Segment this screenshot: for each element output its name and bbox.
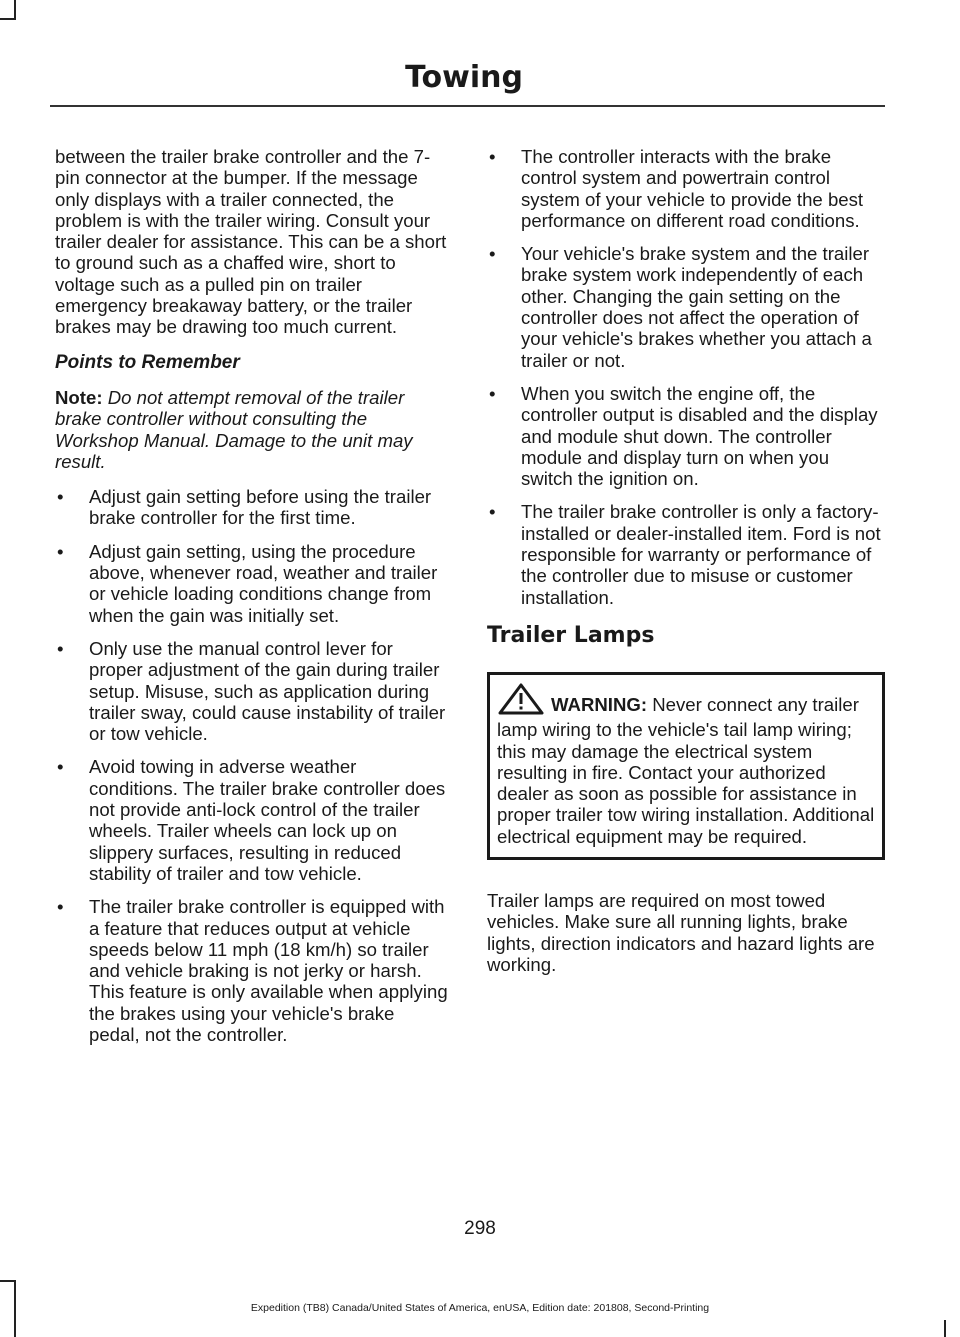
footer-edition: Expedition (TB8) Canada/United States of America, enUSA, Edition date: 201808, Second-Printing: [250, 1302, 710, 1314]
page-number: 298: [464, 1218, 496, 1239]
closing-paragraph: Trailer lamps are required on most towed vehicles. Make sure all running lights, brake lights, direction indicators and hazard lights are working.: [487, 890, 875, 975]
note-text: Do not attempt removal of the trailer brake controller without consulting the Workshop Manual. Damage to the unit may result.: [55, 386, 413, 472]
bullet-glyph: •: [57, 896, 64, 918]
bullet-glyph: •: [57, 756, 64, 778]
list-item: • When you switch the engine off, the controller output is disabled and the display and module shut down. The controller module and display turn on when you switch the ignition on.: [489, 382, 878, 490]
crop-mark-top-left-v: [14, 0, 16, 20]
warning-label: WARNING:: [551, 693, 648, 715]
crop-mark-top-left-h: [0, 18, 16, 20]
section-heading-trailer-lamps: Trailer Lamps: [487, 622, 655, 648]
page-title: Towing: [405, 60, 523, 95]
warning-triangle-icon: [497, 683, 545, 719]
warning-box: [487, 672, 885, 860]
list-item: • Adjust gain setting before using the trailer brake controller for the first time.: [57, 486, 432, 529]
warning-text: Never connect any trailer lamp wiring to the vehicle's tail lamp wiring; this may damage the electrical system resulting in fire. Contact your authorized dealer as soon as possible for assistance in proper trailer tow wiring installation. Additional electrical equipment may be required.: [497, 693, 875, 847]
bullet-glyph: •: [489, 146, 496, 167]
list-item: • Avoid towing in adverse weather conditions. The trailer brake controller does not provide anti-lock control of the trailer wheels. Trailer wheels can lock up on slippery surfaces, resulting in reduced stability of trailer and tow vehicle.: [57, 756, 446, 884]
note-paragraph: [55, 387, 450, 472]
list-item: • The trailer brake controller is equipped with a feature that reduces output at vehicle speeds below 11 mph (18 km/h) so trailer and vehicle braking is not jerky or harsh. This feature is only available when applying the brakes using your vehicle's brake pedal, not the controller.: [57, 896, 448, 1045]
bullet-glyph: •: [57, 540, 64, 562]
bullet-glyph: •: [489, 243, 496, 265]
list-item: • The controller interacts with the brake control system and powertrain control system of your vehicle to provide the best performance on different road conditions.: [489, 146, 864, 231]
bullet-glyph: •: [57, 637, 64, 659]
left-column: [55, 146, 450, 1057]
list-item: • Your vehicle's brake system and the trailer brake system work independently of each other. Changing the gain setting on the controller does not affect the operation of your vehicle's brakes whether you attach a trailer or not.: [489, 243, 872, 371]
right-column: [487, 146, 882, 989]
controller-list: [487, 146, 882, 608]
header-divider: [50, 105, 885, 107]
intro-paragraph: between the trailer brake controller and the 7-pin connector at the bumper. If the message only displays with a trailer connected, the problem is with the trailer wiring. Consult your trailer dealer for assistance. This can be a short to ground such as a chaffed wire, short to voltage such as a pulled pin on trailer emergency breakaway battery, or the trailer brakes may be drawing too much current.: [55, 146, 447, 338]
crop-mark-bottom-left-h: [0, 1280, 16, 1282]
bullet-glyph: •: [489, 382, 496, 404]
crop-mark-bottom-right-v: [944, 1320, 946, 1337]
bullet-glyph: •: [489, 501, 496, 523]
list-item: • Only use the manual control lever for proper adjustment of the gain during trailer setup. Misuse, such as application during trailer sway, could cause instability of trailer or tow vehicle.: [57, 637, 446, 745]
points-heading: Points to Remember: [55, 351, 240, 373]
note-label: Note:: [55, 386, 103, 408]
points-list: [55, 486, 450, 1045]
list-item: • The trailer brake controller is only a factory-installed or dealer-installed item. Ford is not responsible for warranty or performance of the controller due to misuse or customer installation.: [489, 501, 881, 608]
bullet-glyph: •: [57, 486, 64, 508]
list-item: • Adjust gain setting, using the procedure above, whenever road, weather and trailer or vehicle loading conditions change from when the gain was initially set.: [57, 540, 438, 626]
